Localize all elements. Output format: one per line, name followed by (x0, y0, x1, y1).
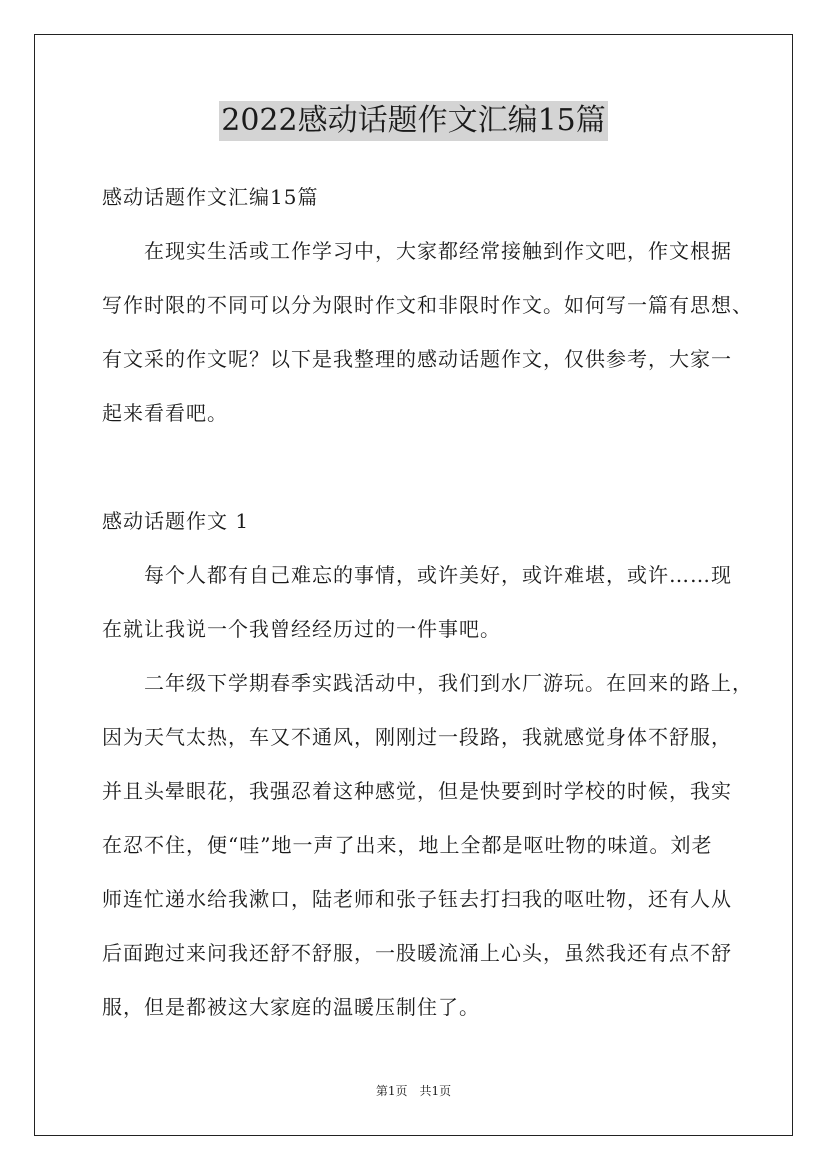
paragraph-line: 每个人都有自己难忘的事情，或许美好，或许难堪，或许……现 (144, 563, 732, 587)
paragraph-line: 在忍不住，便“哇”地一声了出来，地上全都是呕吐物的味道。刘老 (102, 833, 713, 857)
intro-line: 写作时限的不同可以分为限时作文和非限时作文。如何写一篇有思想、 (102, 293, 753, 317)
paragraph-line: 并且头晕眼花，我强忍着这种感觉，但是快要到时学校的时候，我实 (102, 779, 732, 803)
spacer (102, 440, 742, 494)
intro-line: 有文采的作文呢？以下是我整理的感动话题作文，仅供参考，大家一 (102, 347, 732, 371)
paragraph-line: 因为天气太热，车又不通风，刚刚过一段路，我就感觉身体不舒服， (102, 725, 732, 749)
title-container (0, 101, 827, 141)
paragraph-line: 在就让我说一个我曾经经历过的一件事吧。 (102, 617, 501, 641)
document-body (102, 170, 753, 1034)
page-number: 第1页 共1页 (375, 1084, 452, 1098)
paragraph-line: 二年级下学期春季实践活动中，我们到水厂游玩。在回来的路上， (144, 671, 753, 695)
paragraph-line: 服，但是都被这大家庭的温暖压制住了。 (102, 995, 480, 1019)
intro-line: 起来看看吧。 (102, 401, 228, 425)
subtitle: 感动话题作文汇编15篇 (102, 185, 319, 209)
intro-line: 在现实生活或工作学习中，大家都经常接触到作文吧，作文根据 (144, 239, 732, 263)
paragraph-line: 后面跑过来问我还舒不舒服，一股暖流涌上心头，虽然我还有点不舒 (102, 941, 732, 965)
section-heading: 感动话题作文 1 (102, 509, 250, 533)
paragraph-line: 师连忙递水给我漱口，陆老师和张子钰去打扫我的呕吐物，还有人从 (102, 887, 732, 911)
document-title: 2022感动话题作文汇编15篇 (219, 101, 608, 141)
